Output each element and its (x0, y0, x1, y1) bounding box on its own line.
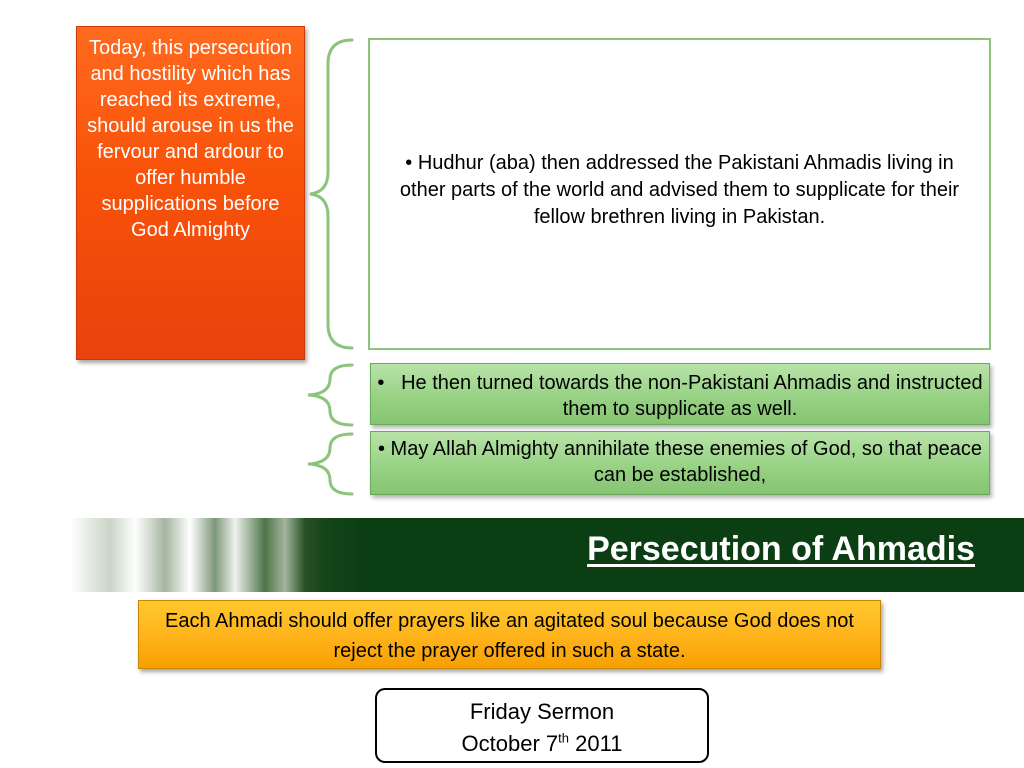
persecution-note-text: Today, this persecution and hostility which has reached its extreme, should arouse in us the fervour and ardour to offer humble supplications before God Almighty (87, 37, 294, 241)
sub-point-text-2: May Allah Almighty annihilate these enemies of God, so that peace can be established, (390, 438, 983, 486)
main-brace-icon (300, 36, 360, 352)
bullet-icon: • (405, 151, 413, 174)
sub-point-box-1 (370, 363, 990, 425)
sermon-date-month: October 7 (461, 731, 559, 756)
sub-brace-2-icon (300, 430, 360, 498)
persecution-note-box (76, 26, 305, 360)
sub-brace-1-icon (300, 361, 360, 429)
sermon-date-suffix: th (558, 730, 569, 746)
sermon-date-box (375, 688, 709, 763)
sermon-date (377, 728, 707, 760)
main-point-content (384, 150, 975, 231)
main-point-text: Hudhur (aba) then addressed the Pakistani Ahmadis living in other parts of the world and advised them to supplicate for their fellow brethren living in Pakistan. (399, 151, 960, 228)
main-point-box (368, 38, 991, 350)
sub-point-text-1: He then turned towards the non-Pakistani Ahmadis and instructed them to supplicate as well. (401, 372, 983, 420)
sub-point-box-2 (370, 431, 990, 495)
slide-title: Persecution of Ahmadis (587, 530, 975, 568)
highlight-box (138, 600, 881, 669)
highlight-text: Each Ahmadi should offer prayers like an agitated soul because God does not reject the prayer offered in such a state. (165, 610, 854, 662)
bullet-icon: • (377, 372, 385, 394)
sermon-date-year: 2011 (575, 731, 623, 756)
sermon-label: Friday Sermon (469, 699, 615, 724)
bullet-icon: • (377, 438, 385, 460)
